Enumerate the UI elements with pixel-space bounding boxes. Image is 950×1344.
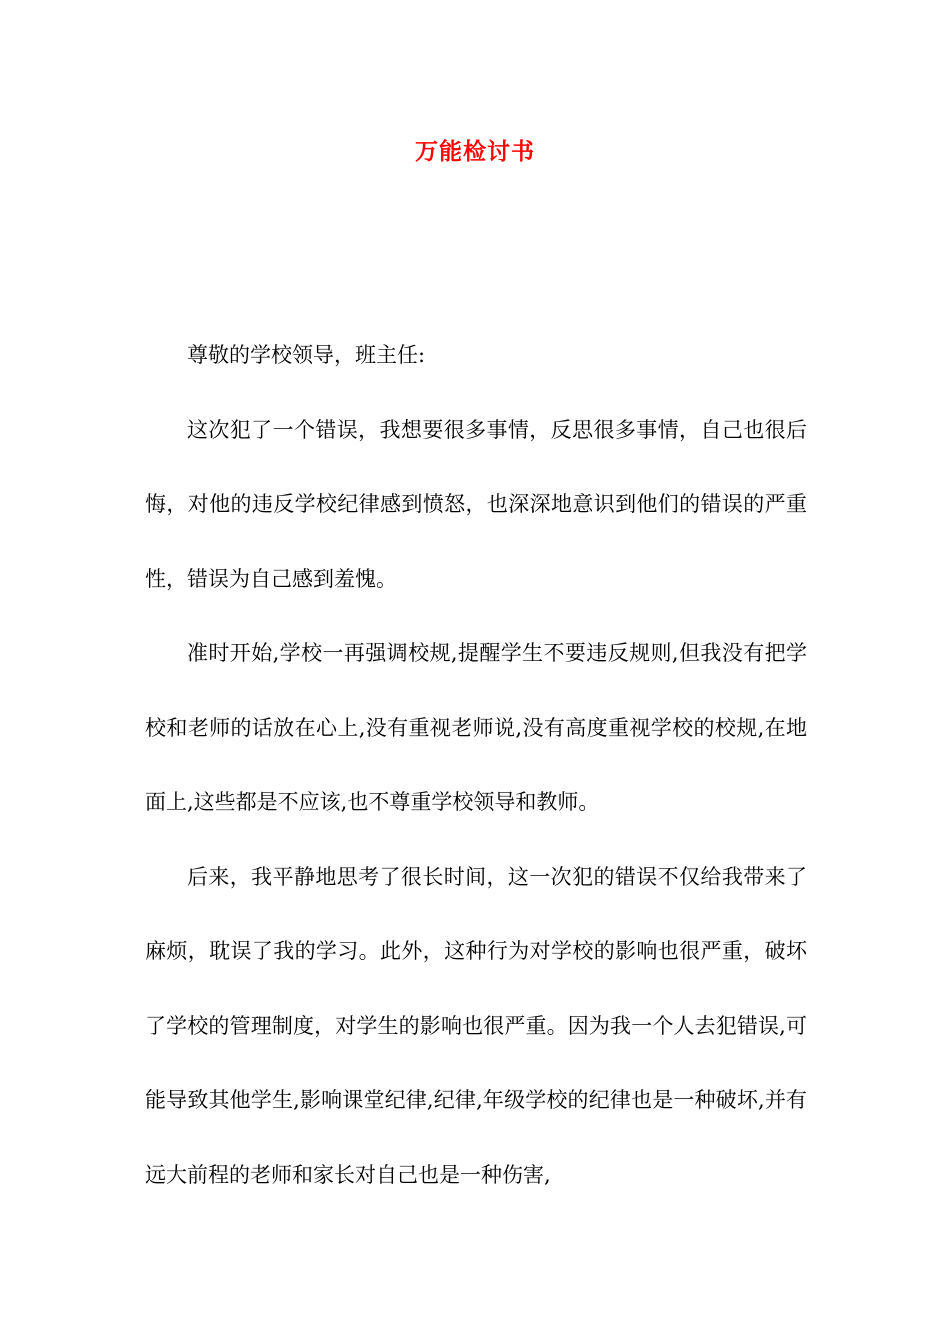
body-paragraph-1: 这次犯了一个错误，我想要很多事情，反思很多事情，自己也很后悔，对他的违反学校纪律感到愤怒，也深深地意识到他们的错误的严重性，错误为自己感到羞愧。	[145, 417, 807, 591]
body-paragraph-3: 后来，我平静地思考了很长时间，这一次犯的错误不仅给我带来了麻烦，耽误了我的学习。此外，这种行为对学校的影响也很严重，破坏了学校的管理制度，对学生的影响也很严重。因为我一个人去犯错误,可能导致其他学生,影响课堂纪律,纪律,年级学校的纪律也是一种破坏,并有远大前程的老师和家长对自己也是一种伤害,	[145, 864, 807, 1187]
document-title: 万能检讨书	[415, 138, 535, 165]
body-paragraph-2: 准时开始,学校一再强调校规,提醒学生不要违反规则,但我没有把学校和老师的话放在心上,没有重视老师说,没有高度重视学校的校规,在地面上,这些都是不应该,也不尊重学校领导和教师。	[145, 641, 807, 814]
document-body	[145, 318, 807, 1212]
salutation-paragraph: 尊敬的学校领导，班主任:	[187, 343, 426, 367]
